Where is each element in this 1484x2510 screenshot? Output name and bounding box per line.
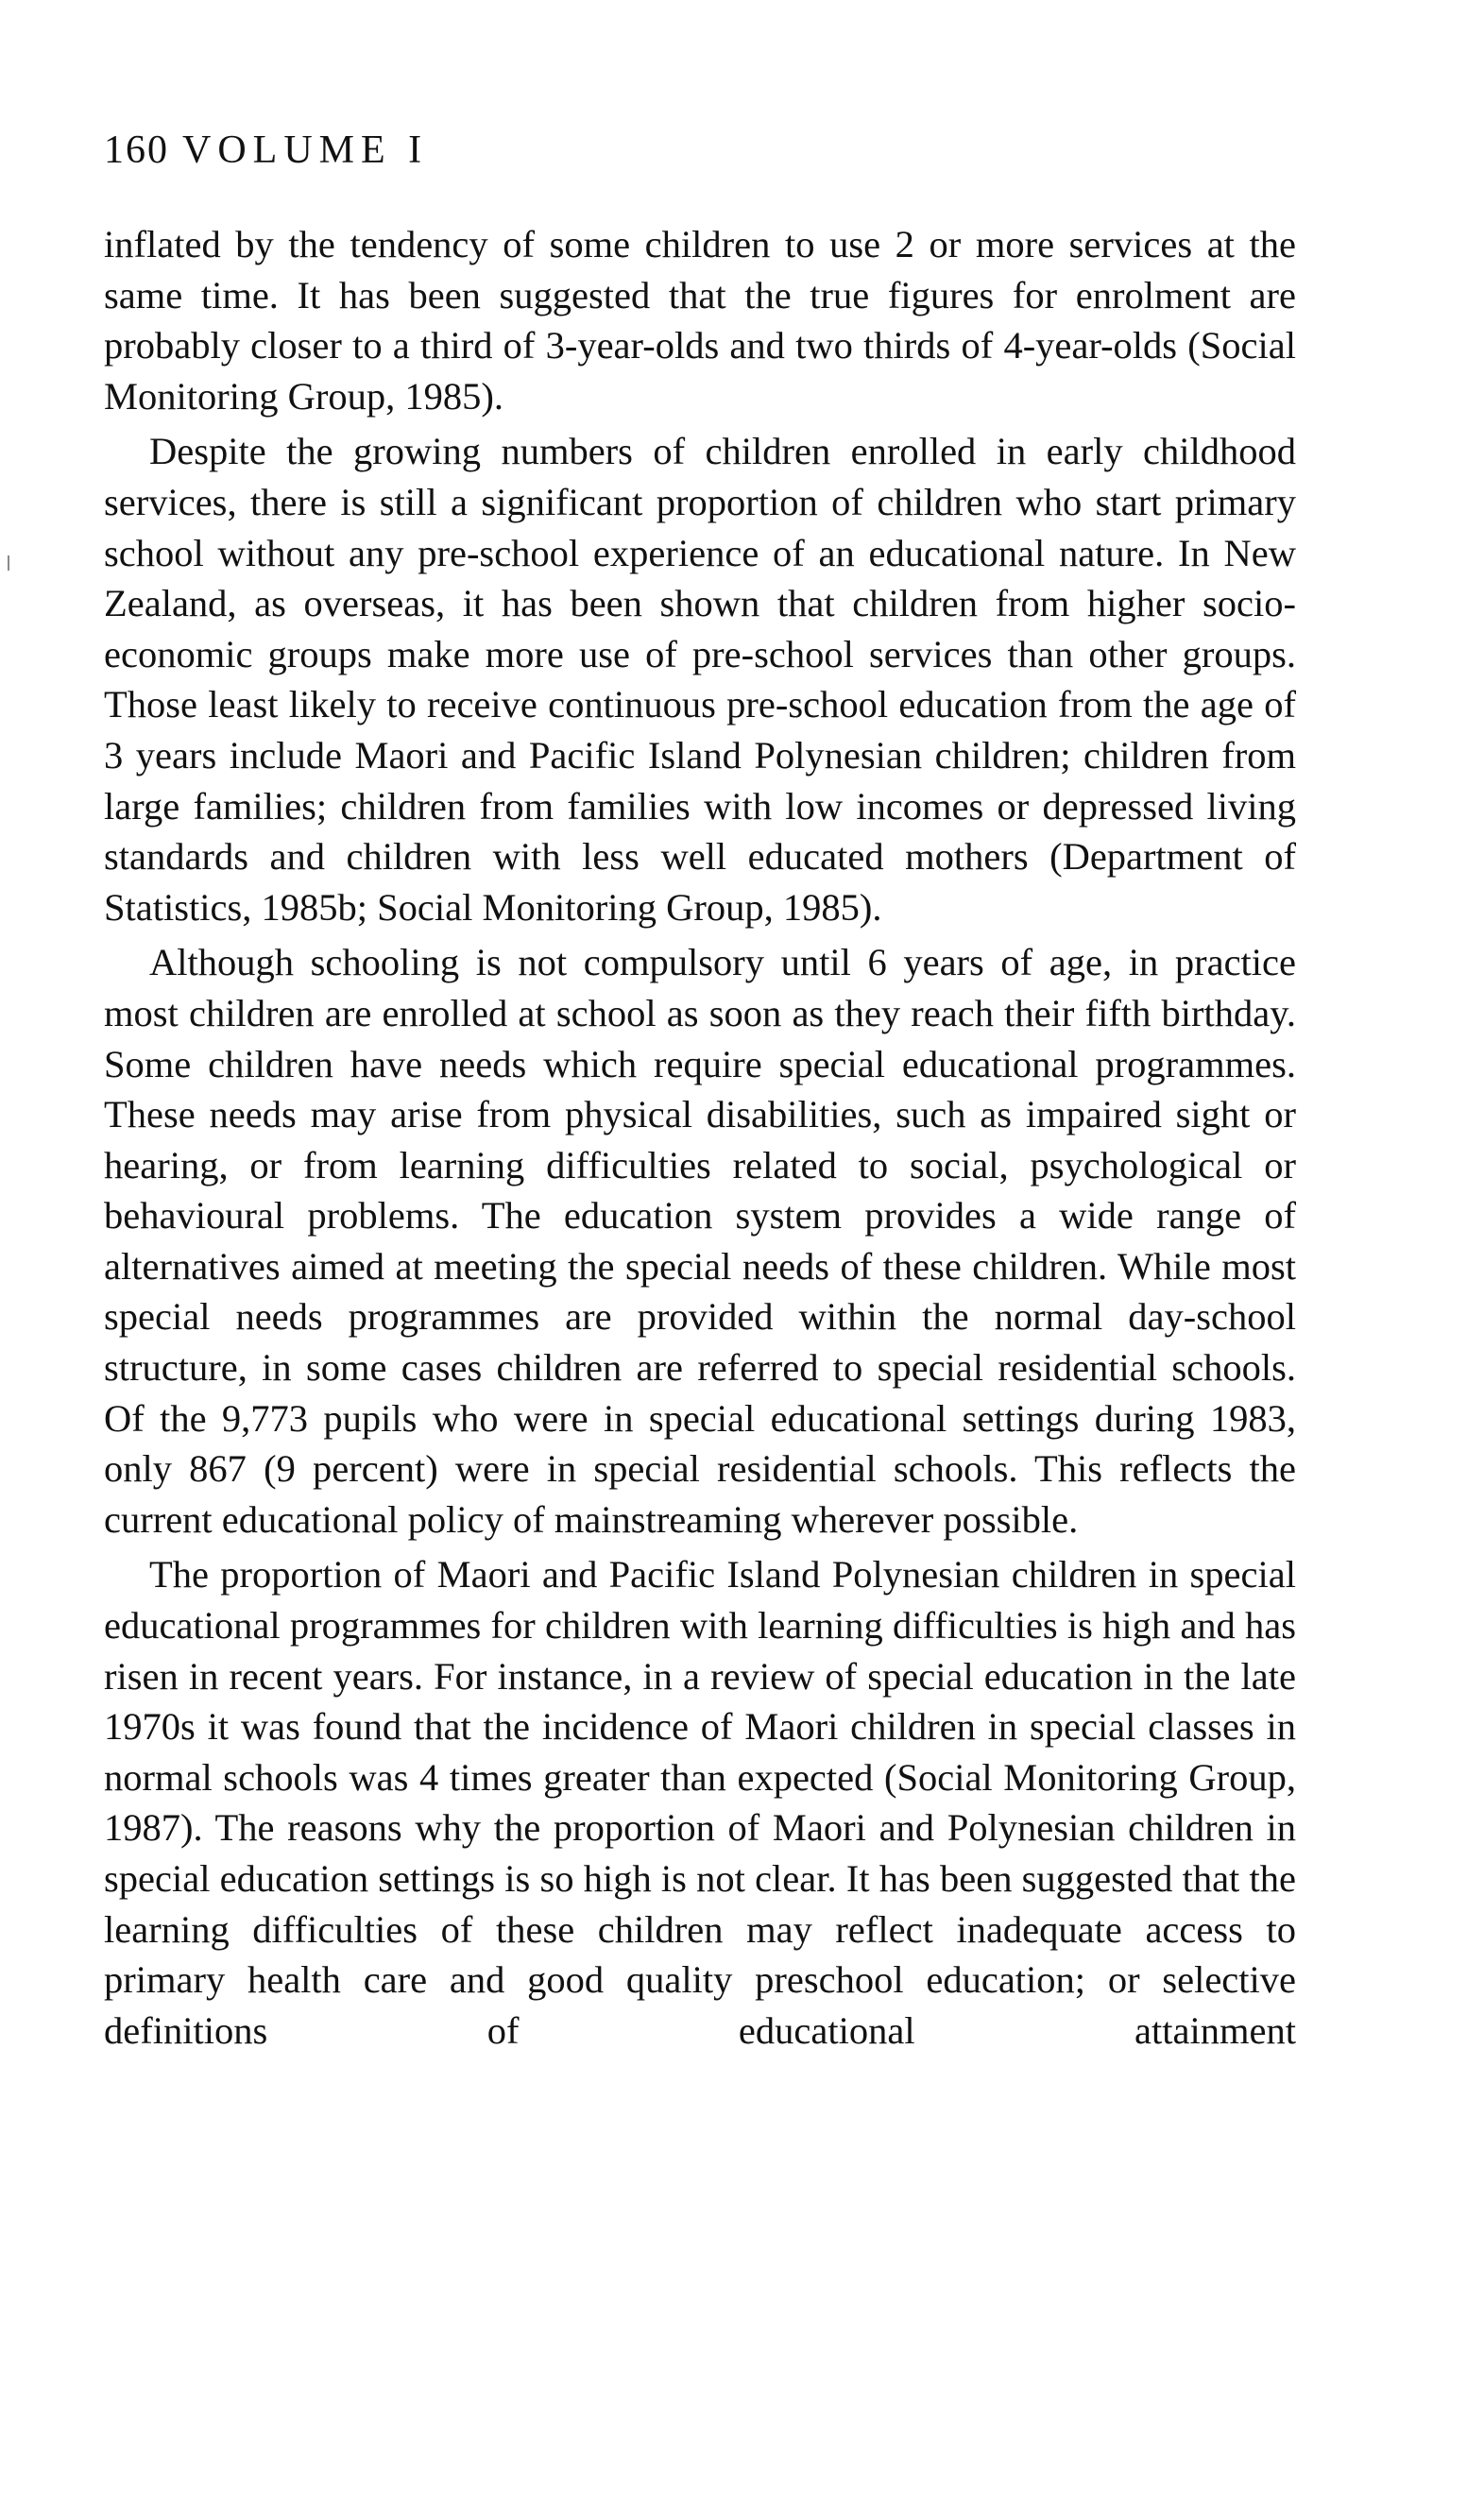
paragraph-special-needs: Although schooling is not compulsory until 6 years of age, in practice most children are enrolled at school as soon as they reach their fifth birthday. Some children have needs which require special educational programmes. These needs may arise from physical disabilities, such as impaired sight or hearing, or from learning difficulties related to social, psychological or behavioural problems. The education system provides a wide range of alternatives aimed at meeting the special needs of these children. While most special needs programmes are provided within the normal day-school structure, in some cases children are referred to special residential schools. Of the 9,773 pupils who were in special educational settings during 1983, only 867 (9 percent) were in special residential schools. This reflects the current educational policy of mainstreaming wherever possible. — [104, 941, 1296, 1541]
paragraph-continuation: inflated by the tendency of some children to use 2 or more services at the same time. It has been suggested that the true figures for enrolment are probably closer to a third of 3-year-olds and two thirds of 4-year-olds (Social Monitoring Group, 1985). — [104, 223, 1296, 418]
paragraph-early-childhood: Despite the growing numbers of children enrolled in early childhood services, there is still a significant proportion of children who start primary school without any pre-school experience of an educational nature. In New Zealand, as overseas, it has been shown that children from higher socio-economic groups make more use of pre-school services than other groups. Those least likely to receive continuous pre-school education from the age of 3 years include Maori and Pacific Island Polynesian children; children from large families; children from families with low incomes or depressed living standards and children with less well educated mothers (Department of Statistics, 1985b; Social Monitoring Group, 1985). — [104, 430, 1296, 929]
running-head — [104, 130, 428, 170]
margin-mark — [8, 555, 9, 571]
body-text — [104, 219, 1296, 2060]
page-number: 160 — [104, 128, 169, 172]
paragraph-maori-pacific: The proportion of Maori and Pacific Island Polynesian children in special educational programmes for children with learning difficulties is high and has risen in recent years. For instance, in a review of special education in the late 1970s it was found that the incidence of Maori children in special classes in normal schools was 4 times greater than expected (Social Monitoring Group, 1987). The reasons why the proportion of Maori and Polynesian children in special education settings is so high is not clear. It has been suggested that the learning difficulties of these children may reflect inadequate access to primary health care and good quality preschool education; or selective definitions of educational attainment — [104, 1553, 1296, 2052]
volume-label: VOLUME I — [182, 128, 429, 172]
